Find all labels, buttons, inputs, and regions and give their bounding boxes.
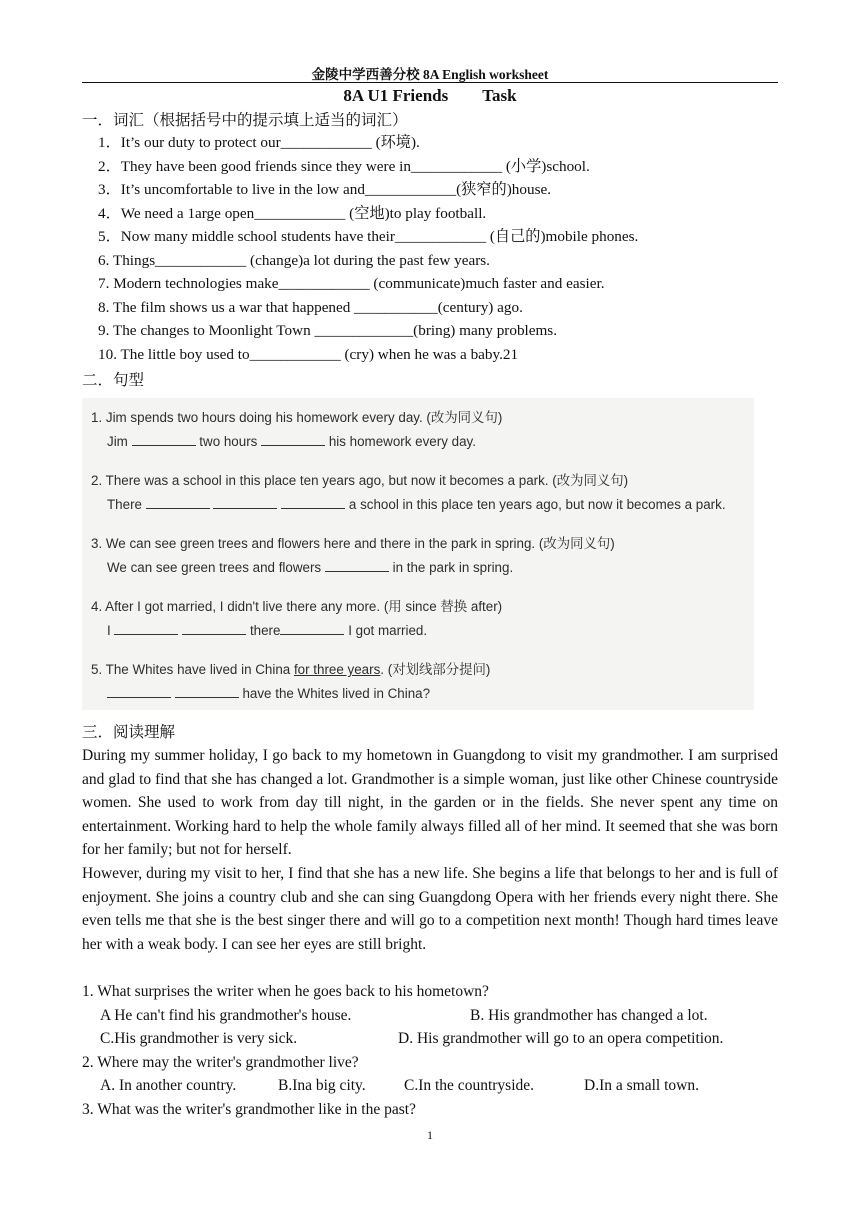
option-d: D.In a small town.	[584, 1077, 699, 1095]
section-3-heading: 三．阅读理解	[82, 723, 176, 741]
underlined-phrase: for three years	[293, 662, 381, 677]
section-1-heading: 一．词汇（根据括号中的提示填上适当的词汇）	[82, 111, 408, 129]
sentence-question: 1. Jim spends two hours doing his homework every day. (改为同义句)	[91, 410, 503, 425]
sentence-item	[91, 533, 615, 575]
option-c: C.In the countryside.	[404, 1077, 535, 1095]
title-task: Task	[482, 86, 517, 105]
answer-text: have the Whites lived in China?	[242, 686, 431, 701]
sentence-question	[91, 662, 490, 677]
sentence-question: 2. There was a school in this place ten years ago, but now it becomes a park. (改为同义句)	[91, 473, 629, 488]
vocab-item: 1．It’s our duty to protect our____________ (环境).	[98, 134, 420, 151]
sentence-item	[91, 470, 726, 512]
vocab-item: 5．Now many middle school students have their____________ (自己的)mobile phones.	[98, 228, 639, 245]
answer-blank	[146, 496, 210, 509]
header-rule	[82, 82, 778, 83]
answer-line	[107, 622, 427, 638]
sentence-item	[91, 596, 503, 638]
option-a: A. In another country.	[100, 1077, 237, 1095]
vocab-item: 9. The changes to Moonlight Town _____________(bring) many problems.	[98, 322, 558, 339]
option-d: D. His grandmother will go to an opera competition.	[398, 1030, 724, 1048]
question: 1. What surprises the writer when he goes back to his hometown?	[82, 983, 489, 1000]
answer-text: in the park in spring.	[392, 560, 514, 575]
vocab-item: 2．They have been good friends since they were in____________ (小学)school.	[98, 157, 590, 175]
page-number: 1	[427, 1128, 433, 1142]
answer-text: two hours	[199, 434, 258, 449]
page-header: 金陵中学西善分校 8A English worksheet	[311, 67, 549, 82]
answer-text: I	[107, 623, 111, 638]
answer-text: There	[107, 497, 142, 512]
option-c: C.His grandmother is very sick.	[100, 1030, 298, 1048]
sentence-item	[91, 407, 503, 449]
question-text: 5. The Whites have lived in China	[91, 662, 294, 677]
answer-line	[107, 559, 513, 575]
vocab-item: 3．It’s uncomfortable to live in the low and____________(狭窄的)house.	[98, 181, 552, 198]
answer-blank	[132, 433, 196, 446]
section-2-heading: 二．句型	[82, 371, 145, 389]
answer-text: there	[249, 623, 281, 638]
option-b: B.Ina big city.	[278, 1077, 366, 1095]
answer-line	[107, 496, 726, 512]
sentence-pattern-panel	[82, 398, 754, 710]
page-title	[82, 86, 778, 106]
title-unit: 8A U1 Friends	[343, 86, 449, 105]
vocab-item: 8. The film shows us a war that happened ___________(century) ago.	[98, 298, 523, 316]
answer-blank	[261, 433, 325, 446]
option-row	[82, 1074, 782, 1098]
answer-blank	[107, 685, 171, 698]
sentence-question: 4. After I got married, I didn't live there any more. (用 since 替换 after)	[91, 599, 503, 614]
question: 2. Where may the writer's grandmother live?	[82, 1053, 359, 1071]
answer-text: Jim	[107, 434, 128, 449]
answer-text: his homework every day.	[328, 434, 476, 449]
answer-text: I got married.	[348, 623, 428, 638]
answer-line	[107, 433, 476, 449]
question: 3. What was the writer's grandmother like in the past?	[82, 1100, 416, 1118]
answer-blank	[182, 622, 246, 635]
question-text: . (对划线部分提问)	[380, 662, 491, 677]
answer-blank	[213, 496, 277, 509]
passage-paragraph: However, during my visit to her, I find that she has a new life. She begins a life that belongs to her and is full of enjoyment. She joins a country club and she can sing Guangdong Opera with her friends every night there. She even tells me that she is the best singer there and will go to a competition next month! Though hard times leave her with a weak body. I can see her eyes are still bright.	[82, 864, 778, 953]
vocab-item: 10. The little boy used to____________ (cry) when he was a baby.21	[98, 345, 519, 363]
option-row	[82, 1027, 782, 1051]
answer-blank	[175, 685, 239, 698]
option-b: B. His grandmother has changed a lot.	[470, 1006, 708, 1024]
vocab-item: 7. Modern technologies make____________ (communicate)much faster and easier.	[98, 275, 605, 292]
sentence-item	[91, 659, 491, 701]
reading-questions	[82, 980, 782, 1122]
passage-paragraph: During my summer holiday, I go back to my hometown in Guangdong to visit my grandmother. I am surprised and glad to find that she has changed a lot. Grandmother is a simple woman, just like other Chinese countryside women. She used to work from day till night, in the garden or in the fields. She never spent any time on entertainment. Working hard to help the whole family always filled all of her mind. It seemed that she was born for her family; but not for herself.	[82, 747, 778, 859]
vocabulary-list	[98, 133, 638, 368]
vocab-item: 6. Things____________ (change)a lot during the past few years.	[98, 251, 490, 269]
answer-blank	[114, 622, 178, 635]
sentence-question: 3. We can see green trees and flowers here and there in the park in spring. (改为同义句)	[91, 536, 615, 551]
answer-blank	[280, 622, 344, 635]
answer-text: We can see green trees and flowers	[107, 560, 322, 575]
reading-passage	[82, 744, 778, 956]
answer-line	[107, 685, 430, 701]
vocab-item: 4．We need a 1arge open____________ (空地)to play football.	[98, 204, 487, 222]
option-a: A He can't find his grandmother's house.	[100, 1006, 352, 1024]
answer-text: a school in this place ten years ago, but now it becomes a park.	[348, 497, 726, 512]
answer-blank	[281, 496, 345, 509]
answer-blank	[325, 559, 389, 572]
option-row	[82, 1004, 782, 1028]
